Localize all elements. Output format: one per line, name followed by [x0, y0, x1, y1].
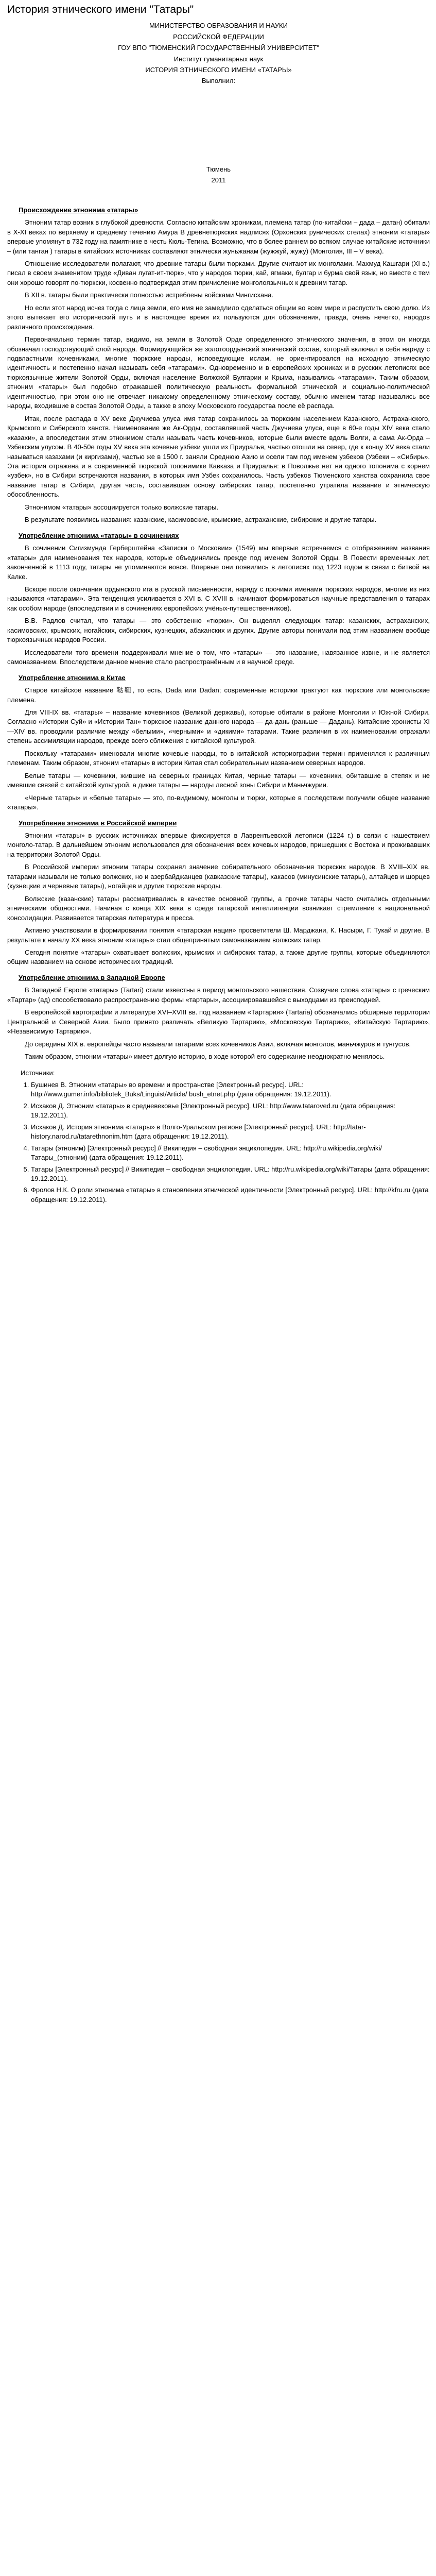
- paragraph: Первоначально термин татар, видимо, на земли в Золотой Орде определенного этнического значения, в этом он иногда обозначал господствующий слой народа. Формирующийся же золотоордынский этнический состав, который включал в себя наряду с подвластными кочевниками, многие тюркские народы, исповедующие ислам, не ориентировался на исходную этническую идентичность и постепенно начал называть себя «татарами». Одновременно и в европейских хрониках и в русских летописях все тюркоязычные жители Золотой Орды, включая население Волжской Булгарии и Крыма, назывались «татарами». Таким образом, этноним «татары» был подобно отражавшей политическую реальность формальной этнической и социально-политической идентичностью, при этом оно не отвечает никакому определенному этническому составу, обычно именем татар назывались все народы, входившие в состав Золотой Орды, а также в эпоху Московского государства после её распада.: [7, 335, 430, 410]
- section-heading: Употребление этнонима «татары» в сочинениях: [19, 531, 179, 539]
- document-page: [0, 0, 436, 1217]
- section-heading: Употребление этнонима в Российской империи: [19, 819, 177, 827]
- reference-item: 6. Фролов Н.К. О роли этнонима «татары» в становлении этнической идентичности [Электронный ресурс]. URL: http://kfru.ru (дата обращения: 19.12.2011).: [31, 1185, 430, 1205]
- section-heading: Происхождение этнонима «татары»: [19, 206, 138, 214]
- header-line: Выполнил:: [201, 77, 236, 85]
- body-spacer: [7, 186, 430, 199]
- paragraph: Этноним татар возник в глубокой древности. Согласно китайским хроникам, племена татар (по-китайски – дада – датан) обитали в X-XI веках по верхнему и среднему течению Амура В древнетюркских надписях (Орхонских рунических стелах) этноним «татары» впервые упомянут в 732 году на памятнике в честь Кюль-Тегина. Возможно, что в более раннем во всяком случае китайские источники – (или танган ) татары в китайских источниках составляют этнически жуньжанам (жужжуй, жужу) (Монголия, III – V века).: [7, 218, 430, 255]
- paragraph: Белые татары — кочевники, жившие на северных границах Китая, черные татары — кочевники, обитавшие в степях и не имевшие связей с китайской культурой, а дикие татары — народы лесной зоны Сибири и Маньчжурии.: [7, 771, 430, 789]
- paragraph: В.В. Радлов считал, что татары — это собственно «тюрки». Он выделял следующих татар: казанских, астраханских, касимовских, крымских, ногайских, сибирских, кузнецких, абаканских и других. Другие авторы понимали под этим названием вообще тюркоязычных народов России.: [7, 617, 430, 644]
- paragraph: «Черные татары» и «белые татары» — это, по-видимому, монголы и тюрки, которые в последствии получили общее название «татары».: [7, 793, 430, 811]
- paragraph: В XII в. татары были практически полностью истреблены войсками Чингисхана.: [25, 291, 274, 299]
- paragraph: Исследователи того времени поддерживали мнение о том, что «татары» — это название, навязанное извне, и не является самоназванием. Впоследствии данное мнение стало распространённым и в научной среде.: [7, 648, 430, 666]
- paragraph: Итак, после распада в XV веке Джучиева улуса имя татар сохранилось за тюркским населением Казанского, Астраханского, Крымского и Сибирского ханств. Наименование же Ак-Орды, составлявшей часть Джучиева улуса, еще в 60-е годы XIV века стало «казахи», а впоследствии этим этнонимом стали называть часть кочевников, которые были вместе вдоль Волги, а сама Ак-Орда – Узбекским улусом. В 40-50е годы XV века эта кочевые узбеки ушли из Приуралья, частью отошли на север, где к концу XV века стали называться казахами (и киргизами), частью же в 1500 г. заняли Среднюю Азию и осели там под именем узбеков (Узбеки – «Сибирь». Эта история отражена и в современной тюркской топонимике Кавказа и Приуралья: в Поволжье нет ни одного топонима с корнем «узбек», но в Сибири встречаются названия, в которых имя Узбек сохранилось. Часть узбеков Тюменского ханства сохранила свое название татар в Сибири, другая часть, составившая основу сибирских татар, постепенно утратила название и этническую обособленность.: [7, 414, 430, 499]
- paragraph: Поскольку «татарами» именовали многие кочевые народы, то в китайской историографии термин применялся к различным племенам. Таким образом, этноним «татары» в истории Китая стал собирательным названием северных народов.: [7, 749, 430, 767]
- title-spacer: [7, 87, 430, 164]
- header-line: РОССИЙСКОЙ ФЕДЕРАЦИИ: [173, 32, 264, 41]
- city: Тюмень: [206, 165, 231, 173]
- document-title: История этнического имени "Татары": [7, 4, 194, 15]
- paragraph: Отношение исследователи полагают, что древние татары были тюрками. Другие считают их монголами. Махмуд Кашгари (XI в.) писал в своем знаменитом труде «Диван лугат-ит-тюрк», что у народов тюрки, кай, ягмаки, булгар и бурма свой язык, но вместе с тем они хорошо говорят по-тюркски, косвенно подтверждая этим причисление монголоязычных к древним татар.: [7, 259, 430, 286]
- title-page-footer: [7, 164, 430, 186]
- year: 2011: [211, 176, 226, 184]
- paragraph: Старое китайское название 鞑靼, то есть, Dada или Dadan; современные историки трактуют как тюркские или монгольские племена.: [7, 686, 430, 704]
- paragraph: Вскоре после окончания ордынского ига в русской письменности, наряду с прочими именами тюркских народов, многие из них называются «татарами». Эта тенденция усиливается в XVI в. С XVIII в. начинают формироваться научные представления о татарах как особом народе (впоследствии и в сочинениях европейских учёных-путешественников).: [7, 585, 430, 612]
- paragraph: Таким образом, этноним «татары» имеет долгую историю, в ходе которой его содержание неоднократно менялось.: [25, 1053, 385, 1061]
- reference-item: 4. Татары (этноним) [Электронный ресурс] // Википедия – свободная энциклопедия. URL: http://ru.wikipedia.org/wiki/Татары_(этноним) (дата обращения: 19.12.2011).: [31, 1144, 430, 1163]
- paragraph: В Российской империи этноним татары сохранял значение собирательного обозначения тюркских народов. В XVIII–XIX вв. татарами называли не только волжских, но и азербайджанцев (кавказские татары), хакасов (минусинские татары), алтайцев и шорцев (кузнецкие и черневые татары), ногайцев и другие тюркские народы.: [7, 863, 430, 890]
- references-list: [21, 1080, 430, 1205]
- title-page-header: [7, 20, 430, 87]
- header-line: Институт гуманитарных наук: [173, 55, 264, 63]
- paragraph: В результате появились названия: казанские, касимовские, крымские, астраханские, сибирские и другие татары.: [25, 516, 377, 524]
- paragraph: До середины XIX в. европейцы часто называли татарами всех кочевников Азии, включая монголов, маньчжуров и тунгусов.: [25, 1040, 411, 1048]
- paragraph: Сегодня понятие «татары» охватывает волжских, крымских и сибирских татар, а также другие группы, которые объединяются общим названием на основе исторических традиций.: [7, 948, 430, 966]
- reference-item: 5. Татары [Электронный ресурс] // Википедия – свободная энциклопедия. URL: http://ru.wikipedia.org/wiki/Татары (дата обращения: 19.12.2011).: [31, 1165, 430, 1184]
- header-line: МИНИСТЕРСТВО ОБРАЗОВАНИЯ И НАУКИ: [149, 22, 288, 30]
- section-heading: Употребление этнонима в Западной Европе: [19, 973, 165, 981]
- reference-item: 2. Исхаков Д. Этноним «татары» в средневековье [Электронный ресурс]. URL: http://www.tataroved.ru (дата обращения: 19.12.2011).: [31, 1101, 430, 1121]
- section-heading: Употребление этнонима в Китае: [19, 673, 126, 682]
- document-body: [7, 206, 430, 1062]
- paragraph: В сочинении Сигизмунда Герберштейна «Записки о Московии» (1549) мы впервые встречаемся с отображением названия «татары» для наименования тех народов, которые объединялись прежде под именем Золотой Орды. В Повести временных лет, законченной в 1113 году, татары не упоминаются вовсе. Впервые они появились в летописях под 1223 годом в связи с битвой на Калке.: [7, 544, 430, 581]
- paragraph: Активно участвовали в формировании понятия «татарская нация» просветители Ш. Марджани, К. Насыри, Г. Тукай и другие. В результате к началу XX века этноним «татары» стал общепринятым самоназванием волжских татар.: [7, 926, 430, 944]
- reference-item: 3. Исхаков Д. История этнонима «татары» в Волго-Уральском регионе [Электронный ресурс]. URL: http://tatar-history.narod.ru/tatarethnonim.htm (дата обращения: 19.12.2011).: [31, 1123, 430, 1142]
- header-line: ГОУ ВПО "ТЮМЕНСКИЙ ГОСУДАРСТВЕННЫЙ УНИВЕРСИТЕТ": [118, 44, 319, 52]
- reference-item: 1. Бушинев В. Этноним «татары» во времени и пространстве [Электронный ресурс]. URL: http://www.gumer.info/bibliotek_Buks/Linguist/Article/ bush_etnet.php (дата обращения: 19.12.2011).: [31, 1080, 430, 1099]
- paragraph: В европейской картографии и литературе XVI–XVIII вв. под названием «Тартария» (Tartaria) обозначались обширные территории Центральной и Северной Азии. Было принято различать «Великую Тартарию», «Московскую Тартарию», «Китайскую Тартарию», «Независимую Тартарию».: [7, 1008, 430, 1036]
- paragraph: В Западной Европе «татары» (Tartari) стали известны в период монгольского нашествия. Созвучие слова «татары» с греческим «Тартар» (ад) способствовало распространению формы «тартары», ассоциировавшейся с выходцами из преисподней.: [7, 986, 430, 1004]
- header-line: ИСТОРИЯ ЭТНИЧЕСКОГО ИМЕНИ «ТАТАРЫ»: [145, 65, 292, 74]
- paragraph: Этнонимом «татары» ассоциируется только волжские татары.: [25, 503, 219, 511]
- paragraph: Для VIII-IX вв. «татары» – название кочевников (Великой державы), которые обитали в районе Монголии и Южной Сибири. Согласно «Истории Суй» и «Истории Тан» тюркское название данного народа — да-дань (раньше — Дадань). Китайские хронисты XI—XIV вв. проводили различие между «белыми», «черными» и «дикими» татарами. Такие различия в их наименовании отражали степень ассимиляции народов, прежде всего сближения с китайской культурой.: [7, 708, 430, 745]
- paragraph: Но если этот народ исчез тогда с лица земли, его имя не замедлило сделаться общим во всем мире и распустить свою долю. Из этого вытекает его исторический путь и в настоящее время их пользуются для обозначения, правда, очень нечетко, народов различного происхождения.: [7, 303, 430, 331]
- paragraph: Этноним «татары» в русских источниках впервые фиксируется в Лаврентьевской летописи (1224 г.) в связи с нашествием монголо-татар. В дальнейшем этноним использовался для обозначения всех кочевых народов, пришедших с Востока и проживавших на территории Золотой Орды.: [7, 831, 430, 858]
- references-heading: Источники:: [21, 1069, 55, 1077]
- paragraph: Волжские (казанские) татары рассматривались в качестве основной группы, а прочие татары часто считались отдельными этническими общностями. Начиная с конца XIX века в среде татарской интеллигенции возникает стремление к национальной консолидации. Развивается татарская литература и пресса.: [7, 894, 430, 922]
